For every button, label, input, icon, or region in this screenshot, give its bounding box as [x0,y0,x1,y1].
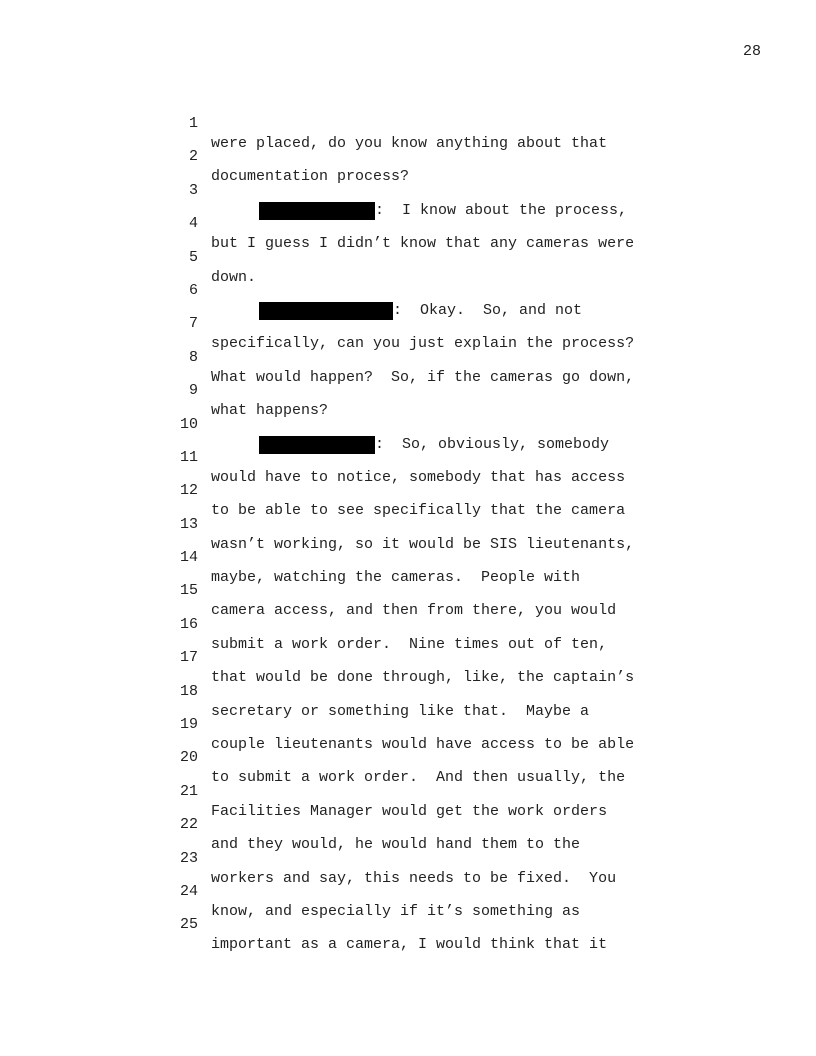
line-text: : Okay. So, and not [393,301,583,319]
line-number: 24 [179,882,198,900]
transcript-line [0,595,816,653]
line-text: wasn’t working, so it would be SIS lieutenants, [211,535,635,553]
line-text: maybe, watching the cameras. People with [211,569,581,587]
line-number: 11 [179,448,198,466]
transcript-line [0,461,816,520]
line-number: 2 [188,148,198,166]
line-number: 21 [179,782,198,800]
transcript-line [0,361,816,420]
transcript-line [0,528,816,587]
line-number: 19 [179,716,198,734]
transcript-line [0,395,816,453]
line-text: know, and especially if it’s something as [211,902,581,920]
transcript-line [0,662,816,720]
line-number: 4 [188,215,198,233]
transcript-line [0,895,816,954]
line-text: would have to notice, somebody that has access [211,468,626,486]
line-number: 1 [188,115,198,132]
line-number: 8 [188,348,198,366]
line-text: couple lieutenants would have access to be able [211,736,635,754]
line-number: 17 [179,649,198,667]
line-text: submit a work order. Nine times out of ten, [211,635,608,653]
line-number: 14 [179,549,198,567]
line-text: : I know about the process, [375,201,628,219]
line-number: 23 [179,849,198,867]
transcript-line [0,728,816,787]
line-text: specifically, can you just explain the process? [211,335,635,353]
line-text: important as a camera, I would think that it [211,936,608,954]
line-text: : So, obviously, somebody [375,435,610,453]
line-text: to be able to see specifically that the camera [211,502,626,520]
line-text: but I guess I didn’t know that any cameras were [211,235,635,253]
line-number: 3 [188,181,198,199]
line-number: 7 [188,315,198,333]
transcript-line [0,795,816,854]
transcript-line [0,328,816,386]
line-text: Facilities Manager would get the work orders [211,802,608,820]
line-text: that would be done through, like, the captain’s [211,669,635,687]
transcript-line [0,261,816,319]
line-number: 18 [179,682,198,700]
line-text: camera access, and then from there, you would [211,602,617,620]
line-text: and they would, he would hand them to the [211,836,581,854]
transcript-line [0,194,816,253]
transcript-line [0,294,816,353]
line-number: 16 [179,615,198,633]
line-number: 22 [179,816,198,834]
line-number: 6 [188,281,198,299]
line-text: what happens? [211,402,329,420]
line-number: 13 [179,515,198,533]
transcript-line [0,561,816,620]
line-number: 20 [179,749,198,767]
transcript-line [0,495,816,553]
line-text: were placed, do you know anything about that [211,135,608,152]
transcript-line [0,94,816,152]
line-number: 15 [179,582,198,600]
line-number: 9 [188,382,198,400]
line-text: secretary or something like that. Maybe a [211,702,590,720]
line-text: documentation process? [211,168,410,186]
line-number: 10 [179,415,198,433]
line-number: 5 [188,248,198,266]
transcript-line [0,829,816,887]
transcript-line [0,161,816,219]
transcript-line [0,695,816,754]
transcript-line [0,127,816,186]
page-number: 28 [742,43,761,60]
transcript-body [0,94,816,954]
transcript-line [0,628,816,687]
line-number: 12 [179,482,198,500]
line-text: workers and say, this needs to be fixed. You [211,869,617,887]
transcript-line [0,228,816,286]
line-text: to submit a work order. And then usually, the [211,769,626,787]
line-text: down. [211,268,257,286]
line-number: 25 [179,916,198,934]
transcript-line [0,428,816,486]
transcript-line [0,762,816,820]
transcript-line [0,862,816,920]
line-text: What would happen? So, if the cameras go down, [211,368,635,386]
